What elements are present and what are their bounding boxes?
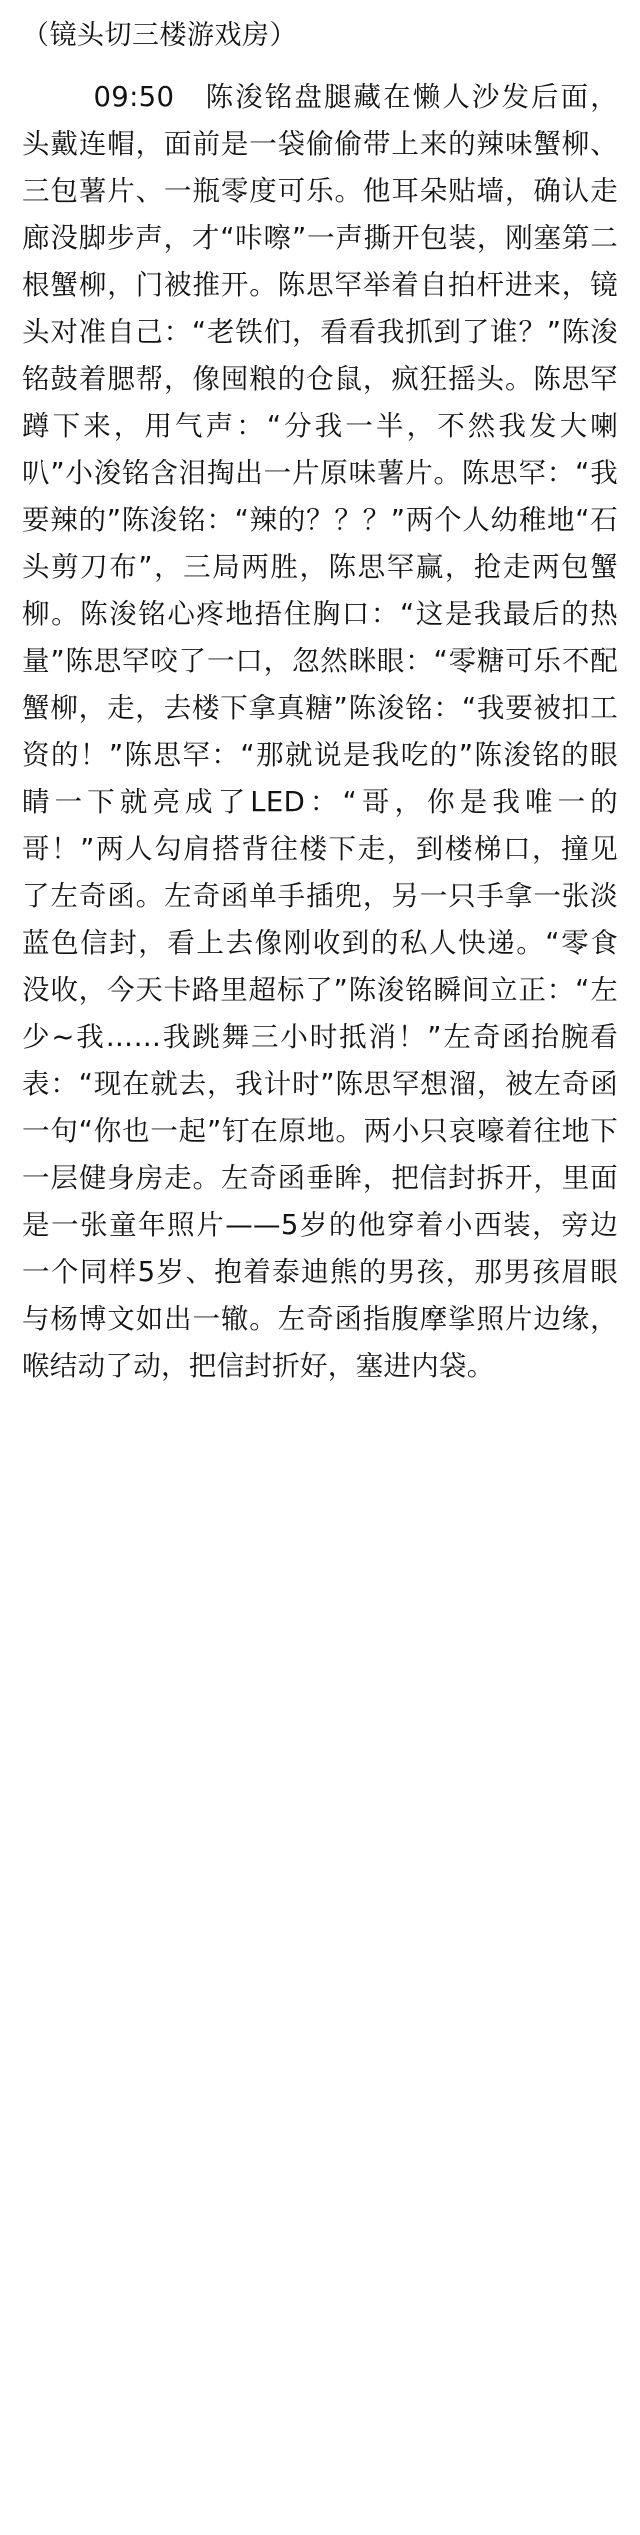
scene-heading: （镜头切三楼游戏房） (22, 20, 297, 51)
story-body-text: 09:50 陈浚铭盘腿藏在懒人沙发后面，头戴连帽，面前是一袋偷偷带上来的辣味蟹柳、三包薯片、一瓶零度可乐。他耳朵贴墙，确认走廊没脚步声，才“咔嚓”一声撕开包装，刚塞第二根蟹柳，门被推开。陈思罕举着自拍杆进来，镜头对准自己：“老铁们，看看我抓到了谁？”陈浚铭鼓着腮帮，像囤粮的仓鼠，疯狂摇头。陈思罕蹲下来，用气声：“分我一半，不然我发大喇叭”小浚铭含泪掏出一片原味薯片。陈思罕：“我要辣的”陈浚铭：“辣的？？？”两个人幼稚地“石头剪刀布”，三局两胜，陈思罕赢，抢走两包蟹柳。陈浚铭心疼地捂住胸口：“这是我最后的热量”陈思罕咬了一口，忽然眯眼：“零糖可乐不配蟹柳，走，去楼下拿真糖”陈浚铭：“我要被扣工资的！”陈思罕：“那就说是我吃的”陈浚铭的眼睛一下就亮成了LED：“哥，你是我唯一的哥！”两人勾肩搭背往楼下走，到楼梯口，撞见了左奇函。左奇函单手插兜，另一只手拿一张淡蓝色信封，看上去像刚收到的私人快递。“零食没收，今天卡路里超标了”陈浚铭瞬间立正：“左少~我……我跳舞三小时抵消！”左奇函抬腕看表：“现在就去，我计时”陈思罕想溜，被左奇函一句“你也一起”钉在原地。两小只哀嚎着往地下一层健身房走。左奇函垂眸，把信封拆开，里面是一张童年照片——5岁的他穿着小西装，旁边一个同样5岁、抱着泰迪熊的男孩，那男孩眉眼与杨博文如出一辙。左奇函指腹摩挲照片边缘，喉结动了动，把信封折好，塞进内袋。 (22, 81, 618, 1382)
